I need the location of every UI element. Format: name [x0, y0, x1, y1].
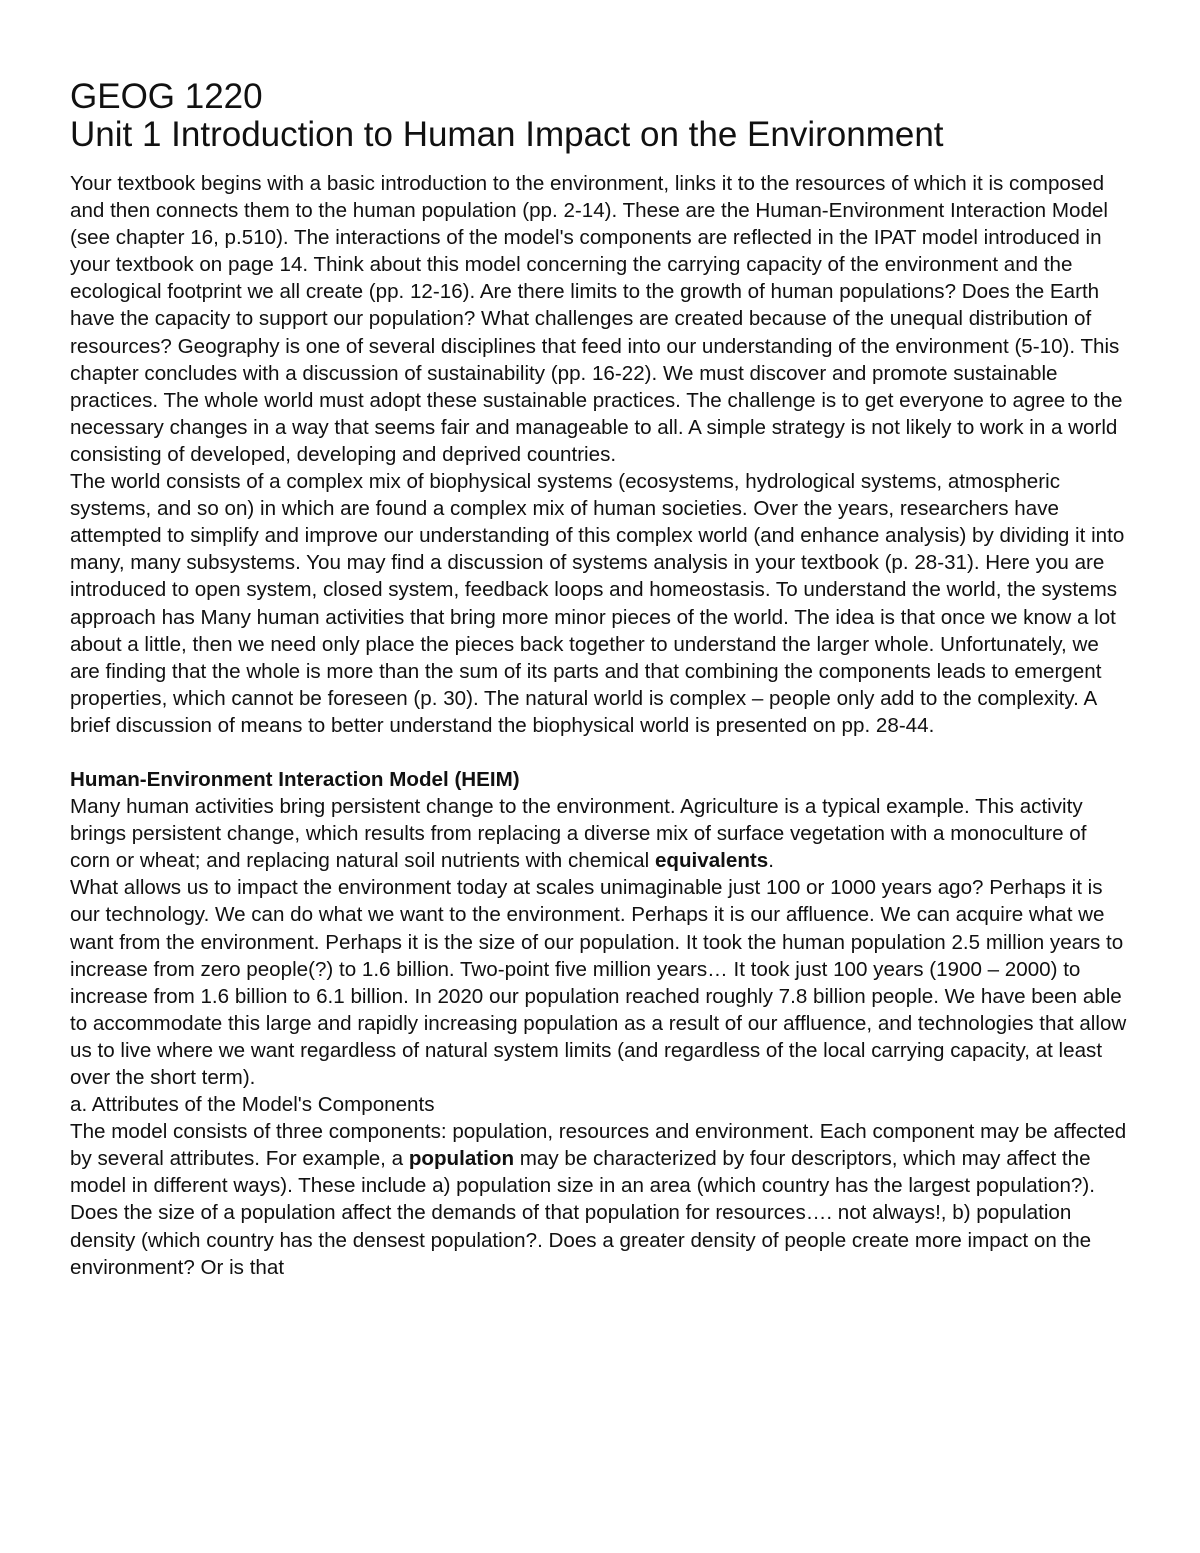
- heim-p3-end: may be characterized by four descriptors, which may affect the model in different ways). These include a) population size in an area (which country has the largest population?). Does the size of a population affect the demands of that population for resources…. not always!, b) population density (which country has the densest population?. Does a greater density of people create more impact on the environment? Or is that: [70, 1147, 1095, 1279]
- heim-paragraph-3: [70, 1118, 1132, 1281]
- intro-paragraph-2: The world consists of a complex mix of biophysical systems (ecosystems, hydrological systems, atmospheric systems, and so on) in which are found a complex mix of human societies. Over the years, researchers have attempted to simplify and improve our understanding of this complex world (and enhance analysis) by dividing it into many, many subsystems. You may find a discussion of systems analysis in your textbook (p. 28-31). Here you are introduced to open system, closed system, feedback loops and homeostasis. To understand the world, the systems approach has Many human activities that bring more minor pieces of the world. The idea is that once we know a lot about a little, then we need only place the pieces back together to understand the larger whole. Unfortunately, we are finding that the whole is more than the sum of its parts and that combining the components leads to emergent properties, which cannot be foreseen (p. 30). The natural world is complex – people only add to the complexity. A brief discussion of means to better understand the biophysical world is presented on pp. 28-44.: [70, 470, 1125, 737]
- heim-paragraph-2: What allows us to impact the environment today at scales unimaginable just 100 or 1000 years ago? Perhaps it is our technology. We can do what we want to the environment. Perhaps it is our affluence. We can acquire what we want from the environment. Perhaps it is the size of our population. It took the human population 2.5 million years to increase from zero people(?) to 1.6 billion. Two-point five million years… It took just 100 years (1900 – 2000) to increase from 1.6 billion to 6.1 billion. In 2020 our population reached roughly 7.8 billion people. We have been able to accommodate this large and rapidly increasing population as a result of our affluence, and technologies that allow us to live where we want regardless of natural system limits (and regardless of the local carrying capacity, at least over the short term).: [70, 876, 1127, 1089]
- heim-heading: Human-Environment Interaction Model (HEIM): [70, 767, 520, 791]
- heim-p3-text: The model consists of three components: population, resources and environment. Each component may be affected by several attributes. For example, a: [70, 1120, 1127, 1171]
- heim-p1-bold-term: equivalents: [654, 849, 769, 873]
- section-spacer: [70, 739, 1132, 766]
- heim-p1-text: Many human activities bring persistent change to the environment. Agriculture is a typical example. This activity brings persistent change, which results from replacing a diverse mix of surface vegetation with a monoculture of corn or wheat; and replacing natural soil nutrients with chemical: [70, 795, 1087, 873]
- heim-p1-end: .: [768, 849, 774, 873]
- intro-paragraph-1: Your textbook begins with a basic introduction to the environment, links it to the resources of which it is composed and then connects them to the human population (pp. 2-14). These are the Human-Environment Interaction Model (see chapter 16, p.510). The interactions of the model's components are reflected in the IPAT model introduced in your textbook on page 14. Think about this model concerning the carrying capacity of the environment and the ecological footprint we all create (pp. 12-16). Are there limits to the growth of human populations? Does the Earth have the capacity to support our population? What challenges are created because of the unequal distribution of resources? Geography is one of several disciplines that feed into our understanding of the environment (5-10). This chapter concludes with a discussion of sustainability (pp. 16-22). We must discover and promote sustainable practices. The whole world must adopt these sustainable practices. The challenge is to get everyone to agree to the necessary changes in a way that seems fair and manageable to all. A simple strategy is not likely to work in a world consisting of developed, developing and deprived countries.: [70, 172, 1123, 466]
- document-page: [70, 78, 1132, 1281]
- heim-subheading: a. Attributes of the Model's Components: [70, 1093, 435, 1117]
- heim-paragraph-1: [70, 793, 1132, 874]
- heim-p3-bold-term: population: [408, 1147, 515, 1171]
- course-code: GEOG 1220: [70, 77, 263, 116]
- unit-title: Unit 1 Introduction to Human Impact on the Environment: [70, 115, 944, 154]
